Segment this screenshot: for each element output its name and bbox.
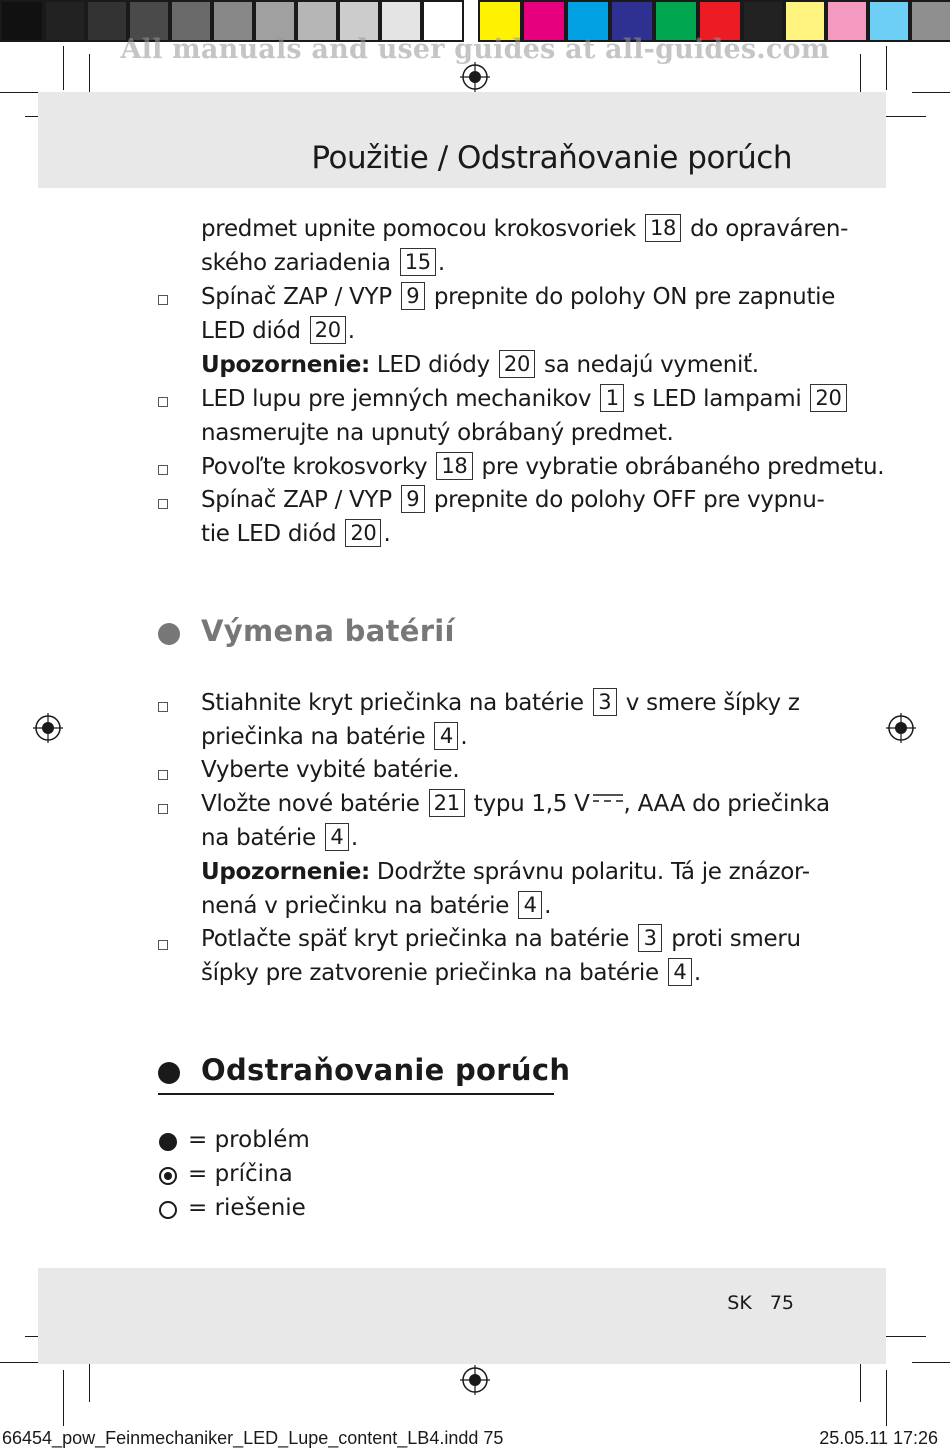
text-span: prepnite do polohy OFF pre vypnu- xyxy=(433,487,825,513)
part-ref: 9 xyxy=(401,485,425,513)
list-item xyxy=(201,280,835,314)
solution-circle-icon xyxy=(159,1201,177,1219)
part-ref: 18 xyxy=(645,214,681,242)
list-item xyxy=(201,787,830,821)
checkbox-bullet-icon xyxy=(158,804,168,814)
registration-mark-icon xyxy=(460,1365,490,1395)
crop-mark xyxy=(886,46,887,90)
text-span: LED lupu pre jemných mechanikov xyxy=(201,386,592,412)
page-title: Použitie / Odstraňovanie porúch xyxy=(311,140,792,176)
text-span: predmet upnite pomocou krokosvoriek xyxy=(201,216,636,242)
list-item xyxy=(201,686,800,720)
text-span: Spínač ZAP / VYP xyxy=(201,487,392,513)
legend-solution: = riešenie xyxy=(188,1195,306,1221)
problem-dot-icon xyxy=(159,1133,177,1151)
part-ref: 9 xyxy=(401,282,425,310)
text-span: nená v priečinku na batérie xyxy=(201,893,510,919)
text-span: . xyxy=(693,960,701,986)
text-span: . xyxy=(347,318,355,344)
text-span: Vložte nové batérie xyxy=(201,791,420,817)
language-code: SK xyxy=(727,1292,752,1314)
text-span: proti smeru xyxy=(671,926,801,952)
section-heading-troubleshooting: Odstraňovanie porúch xyxy=(201,1053,571,1087)
crop-mark xyxy=(912,1362,950,1363)
list-item-cont xyxy=(201,416,674,450)
list-item-cont xyxy=(201,517,390,551)
text-span: LED diód xyxy=(201,318,301,344)
list-item-cont xyxy=(201,314,355,348)
text-span: LED diódy xyxy=(376,352,490,378)
text-span: Vyberte vybité batérie. xyxy=(201,757,460,783)
text-span: . xyxy=(383,521,391,547)
crop-mark xyxy=(0,92,38,93)
part-ref: 20 xyxy=(499,350,535,378)
text-span: sa nedajú vymeniť. xyxy=(544,352,759,378)
crop-mark xyxy=(880,1336,926,1337)
section-bullet-icon xyxy=(158,1062,180,1084)
note-line xyxy=(201,889,551,923)
list-item xyxy=(201,753,459,787)
footer-band xyxy=(38,1268,886,1364)
part-ref: 3 xyxy=(593,688,617,716)
part-ref: 21 xyxy=(429,789,465,817)
text-span: Stiahnite kryt priečinka na batérie xyxy=(201,690,584,716)
registration-mark-icon xyxy=(886,713,916,743)
checkbox-bullet-icon xyxy=(158,499,168,509)
crop-mark xyxy=(912,92,950,93)
heading-underline xyxy=(158,1093,554,1095)
text-span: tie LED diód xyxy=(201,521,337,547)
text-span: do opraváren- xyxy=(690,216,849,242)
list-item xyxy=(201,483,824,517)
list-item xyxy=(201,922,801,956)
section-heading-battery: Výmena batérií xyxy=(201,614,455,648)
list-item xyxy=(201,450,884,484)
text-span: . xyxy=(544,893,552,919)
text-span: v smere šípky z xyxy=(625,690,800,716)
checkbox-bullet-icon xyxy=(158,295,168,305)
part-ref: 1 xyxy=(600,384,624,412)
part-ref: 20 xyxy=(310,316,346,344)
legend-problem: = problém xyxy=(188,1127,310,1153)
text-span: Povoľte krokosvorky xyxy=(201,454,428,480)
file-slug: 66454_pow_Feinmechaniker_LED_Lupe_content_LB4.indd 75 xyxy=(2,1428,504,1448)
part-ref: 4 xyxy=(434,722,458,750)
registration-mark-icon xyxy=(460,62,490,92)
text-span: pre vybratie obrábaného predmetu. xyxy=(481,454,885,480)
note-label: Upozornenie: xyxy=(201,352,370,378)
text-span: . xyxy=(350,825,358,851)
part-ref: 3 xyxy=(638,924,662,952)
part-ref: 15 xyxy=(400,248,436,276)
part-ref: 4 xyxy=(325,823,349,851)
date-slug: 25.05.11 17:26 xyxy=(819,1428,938,1448)
part-ref: 18 xyxy=(436,452,472,480)
checkbox-bullet-icon xyxy=(158,397,168,407)
text-span: Potlačte späť kryt priečinka na batérie xyxy=(201,926,630,952)
part-ref: 20 xyxy=(810,384,846,412)
watermark: All manuals and user guides at all-guides.com xyxy=(120,34,830,65)
text-span: na batérie xyxy=(201,825,316,851)
text-span: Spínač ZAP / VYP xyxy=(201,284,392,310)
legend-cause: = príčina xyxy=(188,1161,293,1187)
page-number xyxy=(727,1292,794,1314)
text-span: Dodržte správnu polaritu. Tá je znázor- xyxy=(376,859,810,885)
text-span: šípky pre zatvorenie priečinka na batérie xyxy=(201,960,659,986)
crop-mark xyxy=(0,1362,38,1363)
part-ref: 20 xyxy=(345,519,381,547)
text-span: s LED lampami xyxy=(633,386,802,412)
page-num: 75 xyxy=(769,1292,794,1314)
crop-mark xyxy=(886,1370,887,1426)
list-item-cont xyxy=(201,720,467,754)
part-ref: 4 xyxy=(518,891,542,919)
text-span: . xyxy=(437,250,445,276)
text-span: typu 1,5 V xyxy=(473,791,590,817)
checkbox-bullet-icon xyxy=(158,702,168,712)
section-bullet-icon xyxy=(158,623,180,645)
cause-dot-center xyxy=(164,1172,172,1180)
text-span: . xyxy=(460,724,468,750)
list-item-cont xyxy=(201,821,358,855)
cause-dot-icon xyxy=(159,1167,177,1185)
list-item-cont xyxy=(201,956,701,990)
dc-voltage-icon xyxy=(592,791,624,807)
crop-mark xyxy=(880,116,926,117)
checkbox-bullet-icon xyxy=(158,940,168,950)
text-span: prepnite do polohy ON pre zapnutie xyxy=(433,284,836,310)
checkbox-bullet-icon xyxy=(158,770,168,780)
text-span: priečinka na batérie xyxy=(201,724,426,750)
paragraph-line xyxy=(201,246,445,280)
crop-mark xyxy=(63,1370,64,1426)
text-span: ského zariadenia xyxy=(201,250,391,276)
text-span: nasmerujte na upnutý obrábaný predmet. xyxy=(201,420,674,446)
note-line xyxy=(201,855,810,889)
text-span: , AAA do priečinka xyxy=(623,791,830,817)
part-ref: 4 xyxy=(668,958,692,986)
checkbox-bullet-icon xyxy=(158,465,168,475)
note-line xyxy=(201,348,759,382)
list-item xyxy=(201,382,849,416)
registration-mark-icon xyxy=(33,713,63,743)
crop-mark xyxy=(63,46,64,90)
note-label: Upozornenie: xyxy=(201,859,370,885)
paragraph-line xyxy=(201,212,848,246)
